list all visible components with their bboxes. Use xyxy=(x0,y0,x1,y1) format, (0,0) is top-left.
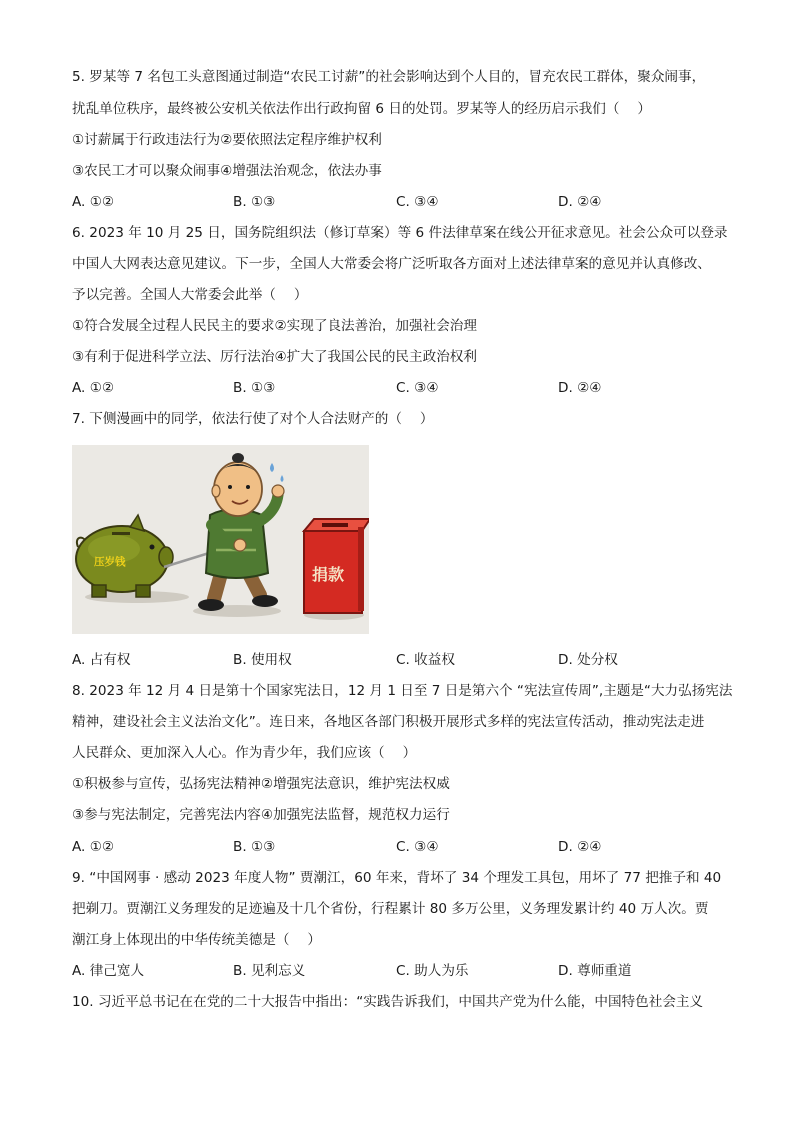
donation-box-label: 捐款 xyxy=(312,565,345,584)
q5-option-a[interactable]: A. ①② xyxy=(72,194,115,210)
q6-option-d[interactable]: D. ②④ xyxy=(558,380,602,396)
q6-option-a[interactable]: A. ①② xyxy=(72,380,115,396)
q6-line-2: 中国人大网表达意见建议。下一步，全国人大常委会将广泛听取各方面对上述法律草案的意见并认真修改、 xyxy=(72,256,711,272)
q6-line-1: 6. 2023 年 10 月 25 日，国务院组织法（修订草案）等 6 件法律草案在线公开征求意见。社会公众可以登录 xyxy=(72,225,728,241)
q9-option-c[interactable]: C. 助人为乐 xyxy=(396,963,469,979)
q7-option-d[interactable]: D. 处分权 xyxy=(558,652,618,668)
q7-option-a[interactable]: A. 占有权 xyxy=(72,652,131,668)
cartoon-illustration xyxy=(72,445,369,634)
q9-option-b[interactable]: B. 见利忘义 xyxy=(233,963,306,979)
q8-option-d[interactable]: D. ②④ xyxy=(558,839,602,855)
q6-options xyxy=(72,379,732,397)
q7-option-c[interactable]: C. 收益权 xyxy=(396,652,455,668)
q8-statement-2: ③参与宪法制定，完善宪法内容④加强宪法监督，规范权力运行 xyxy=(72,807,450,823)
q5-statement-1: ①讨薪属于行政违法行为②要依照法定程序维护权利 xyxy=(72,132,382,148)
q9-line-1: 9. “中国网事 · 感动 2023 年度人物” 贾潮江，60 年来，背坏了 34 个理发工具包，用坏了 77 把推子和 40 xyxy=(72,870,722,886)
q7-line-1: 7. 下侧漫画中的同学，依法行使了对个人合法财产的（ ） xyxy=(72,411,434,427)
q8-option-c[interactable]: C. ③④ xyxy=(396,839,439,855)
q8-option-a[interactable]: A. ①② xyxy=(72,839,115,855)
q6-option-c[interactable]: C. ③④ xyxy=(396,380,439,396)
q5-option-c[interactable]: C. ③④ xyxy=(396,194,439,210)
q9-line-2: 把剃刀。贾潮江义务理发的足迹遍及十几个省份，行程累计 80 多万公里，义务理发累计约 40 万人次。贾 xyxy=(72,901,709,917)
q6-option-b[interactable]: B. ①③ xyxy=(233,380,276,396)
q5-line-2: 扰乱单位秩序，最终被公安机关依法作出行政拘留 6 日的处罚。罗某等人的经历启示我们（ ） xyxy=(72,101,651,117)
q6-statement-2: ③有利于促进科学立法、厉行法治④扩大了我国公民的民主政治权利 xyxy=(72,349,477,365)
q9-options xyxy=(72,962,732,980)
q7-option-b[interactable]: B. 使用权 xyxy=(233,652,292,668)
q10-line-1: 10. 习近平总书记在在党的二十大报告中指出：“实践告诉我们，中国共产党为什么能，中国特色社会主义 xyxy=(72,994,704,1010)
donation-cartoon xyxy=(72,445,369,634)
q7-options xyxy=(72,651,732,669)
q9-line-3: 潮江身上体现出的中华传统美德是（ ） xyxy=(72,932,322,948)
q9-option-a[interactable]: A. 律己宽人 xyxy=(72,963,145,979)
q8-line-3: 人民群众、更加深入人心。作为青少年，我们应该（ ） xyxy=(72,745,417,761)
q5-options xyxy=(72,193,732,211)
q8-line-2: 精神，建设社会主义法治文化”。连日来，各地区各部门积极开展形式多样的宪法宣传活动，推动宪法走进 xyxy=(72,714,705,730)
q5-option-d[interactable]: D. ②④ xyxy=(558,194,602,210)
q9-option-d[interactable]: D. 尊师重道 xyxy=(558,963,632,979)
q5-line-1: 5. 罗某等 7 名包工头意图通过制造“农民工讨薪”的社会影响达到个人目的，冒充农民工群体，聚众闹事， xyxy=(72,69,706,85)
q5-option-b[interactable]: B. ①③ xyxy=(233,194,276,210)
q8-options xyxy=(72,838,732,856)
q5-statement-2: ③农民工才可以聚众闹事④增强法治观念，依法办事 xyxy=(72,163,382,179)
q6-line-3: 予以完善。全国人大常委会此举（ ） xyxy=(72,287,308,303)
q8-line-1: 8. 2023 年 12 月 4 日是第十个国家宪法日，12 月 1 日至 7 日是第六个 “宪法宣传周”,主题是“大力弘扬宪法 xyxy=(72,683,733,699)
piggy-bank-label: 压岁钱 xyxy=(94,556,126,568)
q6-statement-1: ①符合发展全过程人民民主的要求②实现了良法善治，加强社会治理 xyxy=(72,318,477,334)
q8-statement-1: ①积极参与宣传，弘扬宪法精神②增强宪法意识，维护宪法权威 xyxy=(72,776,450,792)
q8-option-b[interactable]: B. ①③ xyxy=(233,839,276,855)
